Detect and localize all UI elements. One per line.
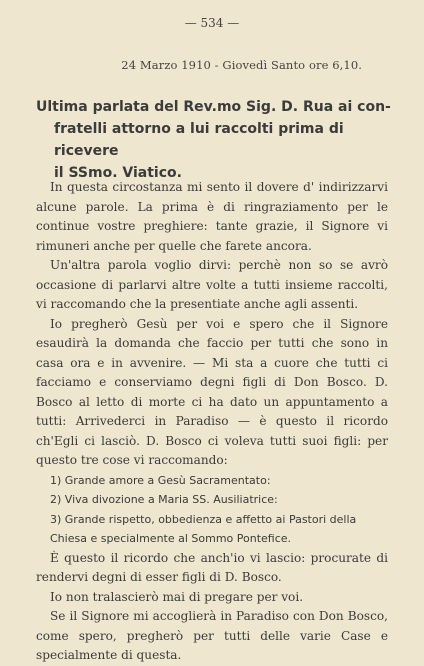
title-line-1: Ultima parlata del Rev.mo Sig. D. Rua ai con- [36,99,391,115]
paragraph-preghiera: Io non tralascierò mai di pregare per voi. [50,589,304,604]
paragraph-ricordo: È questo il ricordo che anch'io vi lascio: procurate di rendervi degni di esser figli di D. Bosco. [36,550,388,584]
title-line-3: il SSmo. Viatico. [54,165,182,181]
list-item: 3) Grande rispetto, obbedienza e affetto ai Pastori della Chiesa e specialmente al Sommo Pontefice. [50,512,357,545]
title-line-2: fratelli attorno a lui raccolti prima di ricevere [54,121,344,159]
recommendations-list [36,471,388,549]
paragraph-paradiso: Se il Signore mi accoglierà in Paradiso con Don Bosco, come spero, pregherò per tutti delle varie Case e specialmente di questa. [36,609,388,662]
document-title [36,96,392,184]
page-number: — 534 — [184,16,240,30]
list-item: 2) Viva divozione a Maria SS. Ausiliatrice: [50,493,278,506]
paragraph-second-word: Un'altra parola voglio dirvi: perchè non so se avrò occasione di parlarvi altre volte a tutti insieme raccolti, vi raccomando che la presentiate anche agli assenti. [36,258,388,311]
date-line: 24 Marzo 1910 - Giovedì Santo ore 6,10. [121,58,362,72]
paragraph-intro: In questa circostanza mi sento il dovere d' indirizzarvi alcune parole. La prima è di ringraziamento per le continue vostre preghiere: tante grazie, il Signore vi rimuneri anche per quelle che farete ancora. [36,180,388,253]
list-item: 1) Grande amore a Gesù Sacramentato: [50,473,271,487]
paragraph-prayer: Io pregherò Gesù per voi e spero che il Signore esaudirà la domanda che faccio per tutti che sono in casa ora e in avvenire. — Mi sta a cuore che tutti ci facciamo e conserviamo degni figli di Don Bosco. D. Bosco al letto di morte ci ha dato un appuntamento a tutti: Arrivederci in Paradiso — è questo il ricordo ch'Egli ci lasciò. D. Bosco ci voleva tutti suoi figli: per questo tre cose vi raccomando: [36,316,388,467]
document-body [36,178,388,666]
